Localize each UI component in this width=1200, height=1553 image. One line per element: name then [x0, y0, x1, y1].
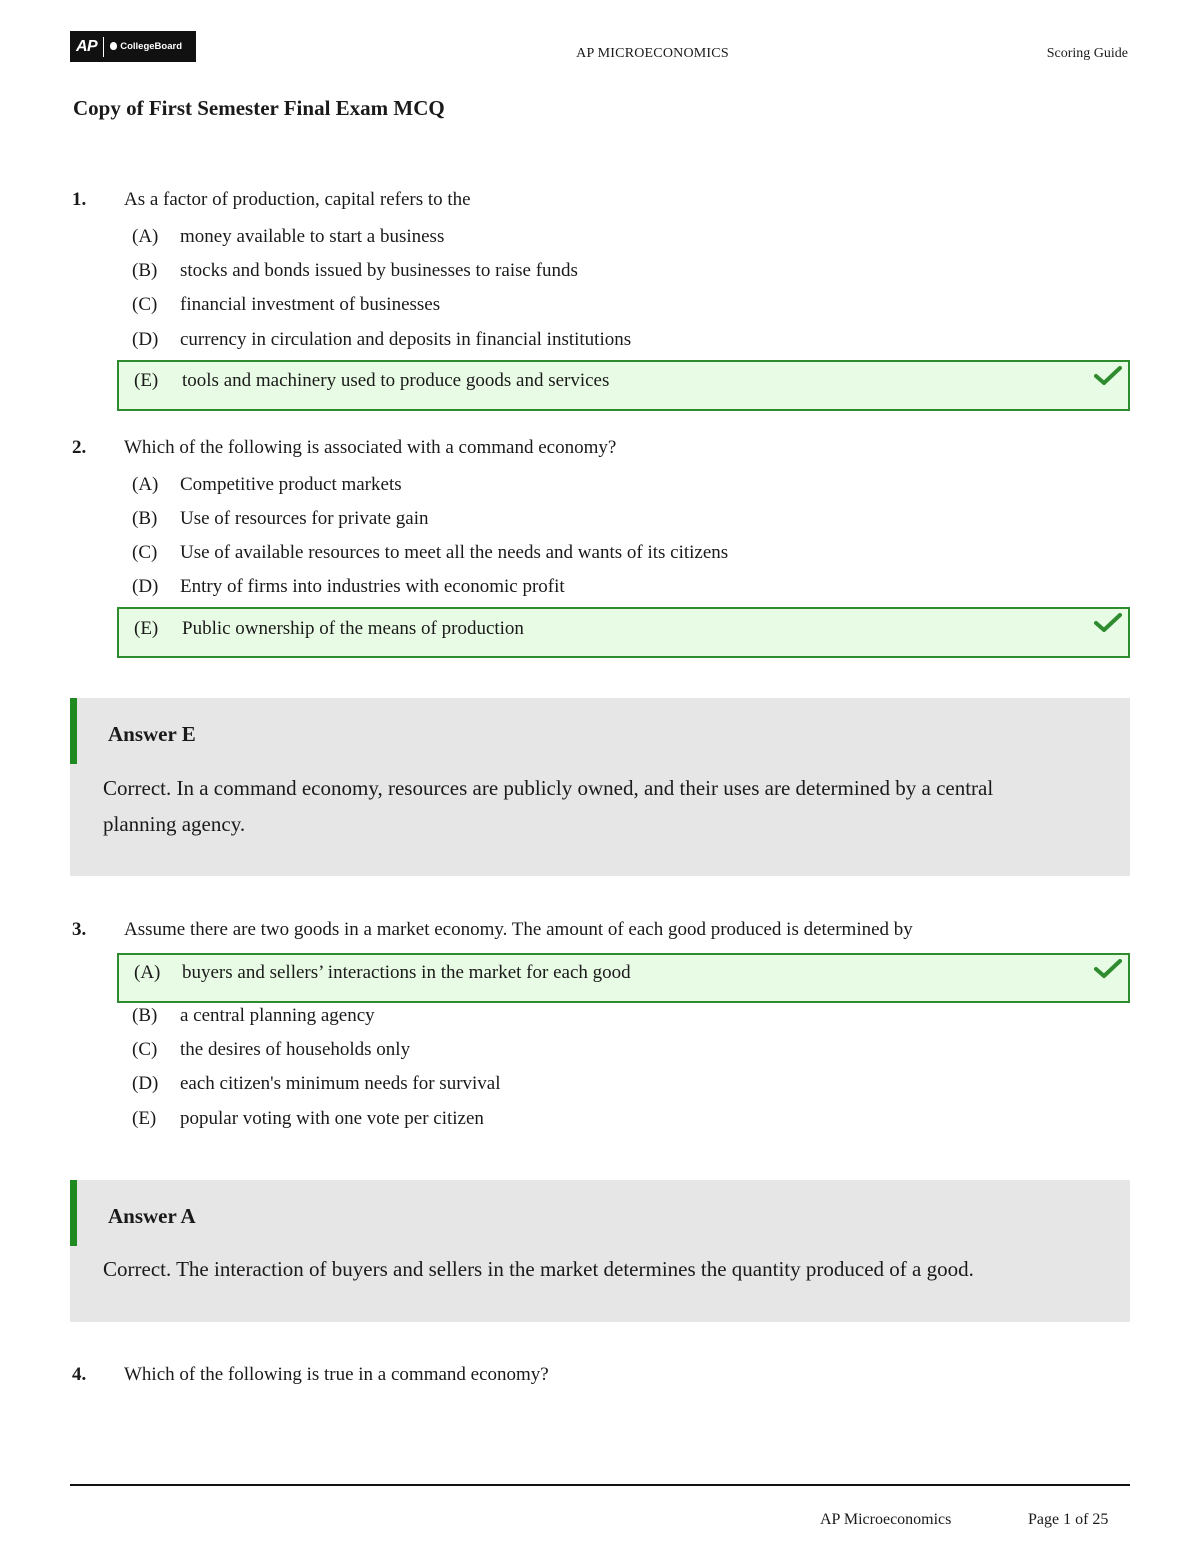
choice-item [134, 370, 609, 392]
choice-text: tools and machinery used to produce goods and services [182, 370, 610, 391]
choice-letter: (D) [132, 576, 159, 597]
choice-item[interactable] [132, 294, 440, 316]
choice-text: each citizen's minimum needs for survival [180, 1073, 501, 1094]
question-stem: Which of the following is associated with a command economy? [124, 437, 617, 458]
choice-item[interactable] [132, 576, 565, 598]
header-doc-type: Scoring Guide [1046, 46, 1128, 61]
choice-text: stocks and bonds issued by businesses to raise funds [180, 260, 578, 281]
choice-text: currency in circulation and deposits in financial institutions [180, 329, 632, 350]
question-number: 3. [72, 919, 87, 940]
choice-item [134, 962, 631, 984]
choice-text: financial investment of businesses [180, 294, 441, 315]
choice-letter: (D) [132, 1073, 159, 1094]
choice-letter: (A) [132, 226, 159, 247]
choice-item [134, 618, 524, 640]
correct-choice-box[interactable] [117, 953, 1130, 1003]
question-stem: Which of the following is true in a command economy? [124, 1364, 549, 1385]
choice-text: money available to start a business [180, 226, 445, 247]
page-number: Page 1 of 25 [1028, 1511, 1109, 1528]
choice-letter: (B) [132, 260, 158, 281]
choice-text: the desires of households only [180, 1039, 411, 1060]
question-stem: As a factor of production, capital refers to the [124, 189, 471, 210]
correct-choice-box[interactable] [117, 607, 1130, 658]
answer-accent-bar [70, 698, 77, 764]
choice-text: Competitive product markets [180, 474, 402, 495]
choice-item[interactable] [132, 260, 578, 282]
question-stem: Assume there are two goods in a market economy. The amount of each good produced is determined by [124, 919, 913, 940]
answer-title: Answer A [108, 1204, 196, 1228]
question-number: 4. [72, 1364, 87, 1385]
answer-explanation-panel [70, 1180, 1130, 1322]
checkmark-icon [1094, 959, 1122, 979]
choice-letter: (A) [132, 474, 159, 495]
choice-item[interactable] [132, 1039, 410, 1061]
choice-item[interactable] [132, 1005, 375, 1027]
choice-item[interactable] [132, 329, 631, 351]
choice-letter: (E) [134, 618, 159, 639]
answer-accent-bar [70, 1180, 77, 1246]
footer-subject: AP Microeconomics [820, 1511, 952, 1528]
choice-letter: (C) [132, 542, 158, 563]
choice-letter: (E) [134, 370, 159, 391]
choice-letter: (C) [132, 1039, 158, 1060]
answer-text: Correct. In a command economy, resources are publicly owned, and their uses are determined by a central planning agency. [103, 776, 994, 836]
answer-explanation-panel [70, 698, 1130, 876]
choice-letter: (A) [134, 962, 161, 983]
choice-letter: (B) [132, 508, 158, 529]
choice-item[interactable] [132, 226, 444, 248]
logo-ap-text: AP [76, 37, 98, 55]
answer-text: Correct. The interaction of buyers and sellers in the market determines the quantity produced of a good. [103, 1257, 974, 1281]
choice-item[interactable] [132, 508, 428, 530]
choice-letter: (D) [132, 329, 159, 350]
footer-divider [70, 1484, 1130, 1486]
choice-text: popular voting with one vote per citizen [180, 1108, 484, 1129]
choice-letter: (C) [132, 294, 158, 315]
question-number: 2. [72, 437, 87, 458]
choice-item[interactable] [132, 1108, 484, 1130]
choice-item[interactable] [132, 542, 728, 564]
answer-title: Answer E [108, 722, 196, 746]
choice-letter: (B) [132, 1005, 158, 1026]
choice-text: Use of resources for private gain [180, 508, 429, 529]
logo-brand-text: CollegeBoard [120, 41, 182, 52]
choice-item[interactable] [132, 1073, 501, 1095]
choice-text: Use of available resources to meet all the needs and wants of its citizens [180, 542, 729, 563]
choice-letter: (E) [132, 1108, 157, 1129]
checkmark-icon [1094, 613, 1122, 633]
choice-text: buyers and sellers’ interactions in the market for each good [182, 962, 631, 983]
header-course: AP MICROECONOMICS [576, 46, 729, 61]
correct-choice-box[interactable] [117, 360, 1130, 411]
choice-item[interactable] [132, 474, 402, 496]
question-number: 1. [72, 189, 87, 210]
choice-text: Public ownership of the means of production [182, 618, 524, 639]
page-title: Copy of First Semester Final Exam MCQ [73, 96, 445, 120]
choice-text: Entry of firms into industries with economic profit [180, 576, 565, 597]
choice-text: a central planning agency [180, 1005, 375, 1026]
checkmark-icon [1094, 366, 1122, 386]
